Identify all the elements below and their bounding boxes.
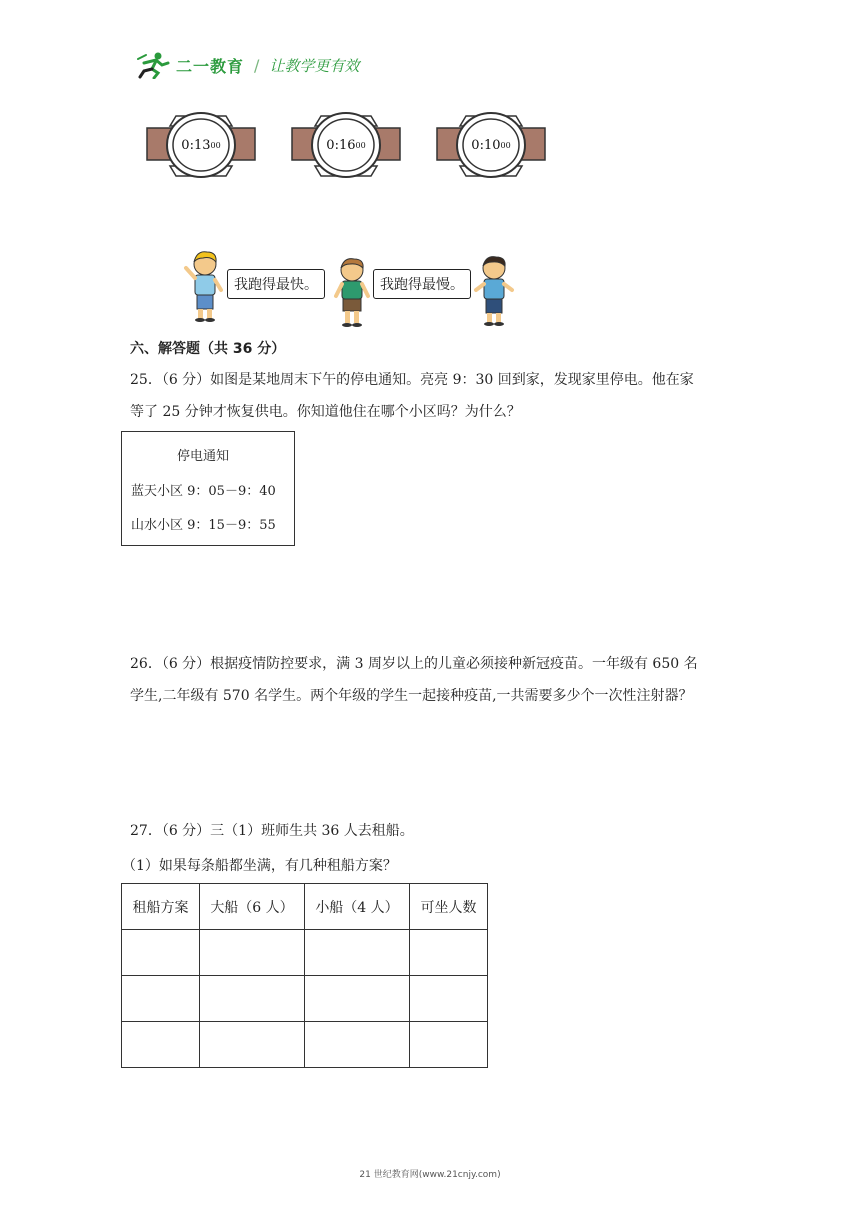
power-outage-notice xyxy=(121,431,295,546)
q25-line-1: 25．（6 分）如图是某地周末下午的停电通知。亮亮 9：30 回到家，发现家里停电。他在家 xyxy=(130,372,694,388)
table-row xyxy=(122,1022,488,1068)
watch-time: 0:10 00 xyxy=(471,137,511,153)
q26-line-1: 26．（6 分）根据疫情防控要求，满 3 周岁以上的儿童必须接种新冠疫苗。一年级有 650 名 xyxy=(130,656,698,672)
header-plan: 租船方案 xyxy=(122,884,200,930)
brand-name: 二一教育 xyxy=(176,56,245,76)
header-capacity: 可坐人数 xyxy=(410,884,488,930)
boy-brown-hair-icon xyxy=(330,256,374,328)
speech-bubble-slowest: 我跑得最慢。 xyxy=(373,269,471,299)
table-cell[interactable] xyxy=(200,930,305,976)
table-row xyxy=(122,976,488,1022)
header-separator: / xyxy=(254,55,260,75)
watch-time: 0:16 00 xyxy=(326,137,366,153)
boy-dark-hair-icon xyxy=(472,254,516,326)
header-small-boat: 小船（4 人） xyxy=(305,884,410,930)
table-row xyxy=(122,930,488,976)
question-27 xyxy=(130,815,760,847)
watch-3 xyxy=(436,110,546,190)
notice-title: 停电通知 xyxy=(177,449,230,464)
runner-logo-icon xyxy=(136,51,172,79)
question-26 xyxy=(130,648,760,712)
boy-blond-icon xyxy=(183,250,227,322)
notice-row-shanshui: 山水小区 9：15－9：55 xyxy=(131,518,276,533)
header-logo xyxy=(136,50,359,80)
table-cell[interactable] xyxy=(200,976,305,1022)
table-cell[interactable] xyxy=(122,1022,200,1068)
watch-2 xyxy=(291,110,401,190)
question-25 xyxy=(130,364,760,428)
q26-line-2: 学生,二年级有 570 名学生。两个年级的学生一起接种疫苗,一共需要多少个一次性注射器？ xyxy=(130,688,693,704)
q25-line-2: 等了 25 分钟才恢复供电。你知道他住在哪个小区吗？为什么？ xyxy=(130,404,521,420)
table-cell[interactable] xyxy=(410,930,488,976)
table-cell[interactable] xyxy=(410,1022,488,1068)
table-cell[interactable] xyxy=(305,1022,410,1068)
boat-rental-table xyxy=(121,883,488,1068)
header-large-boat: 大船（6 人） xyxy=(200,884,305,930)
table-cell[interactable] xyxy=(122,976,200,1022)
section-title: 六、解答题（共 36 分） xyxy=(130,341,286,357)
watch-1 xyxy=(146,110,256,190)
table-cell[interactable] xyxy=(200,1022,305,1068)
table-cell[interactable] xyxy=(122,930,200,976)
watch-time: 0:13 00 xyxy=(181,137,221,153)
notice-row-lantian: 蓝天小区 9：05－9：40 xyxy=(131,484,276,499)
table-cell[interactable] xyxy=(305,930,410,976)
page-footer: 21 世纪教育网(www.21cnjy.com) xyxy=(359,1170,501,1180)
table-cell[interactable] xyxy=(305,976,410,1022)
table-cell[interactable] xyxy=(410,976,488,1022)
q27-line-1: 27．（6 分）三（1）班师生共 36 人去租船。 xyxy=(130,823,414,839)
table-header-row xyxy=(122,884,488,930)
speech-bubble-fastest: 我跑得最快。 xyxy=(227,269,325,299)
q27-sub-question-1: （1）如果每条船都坐满，有几种租船方案？ xyxy=(122,858,397,874)
brand-slogan: 让教学更有效 xyxy=(269,56,360,75)
